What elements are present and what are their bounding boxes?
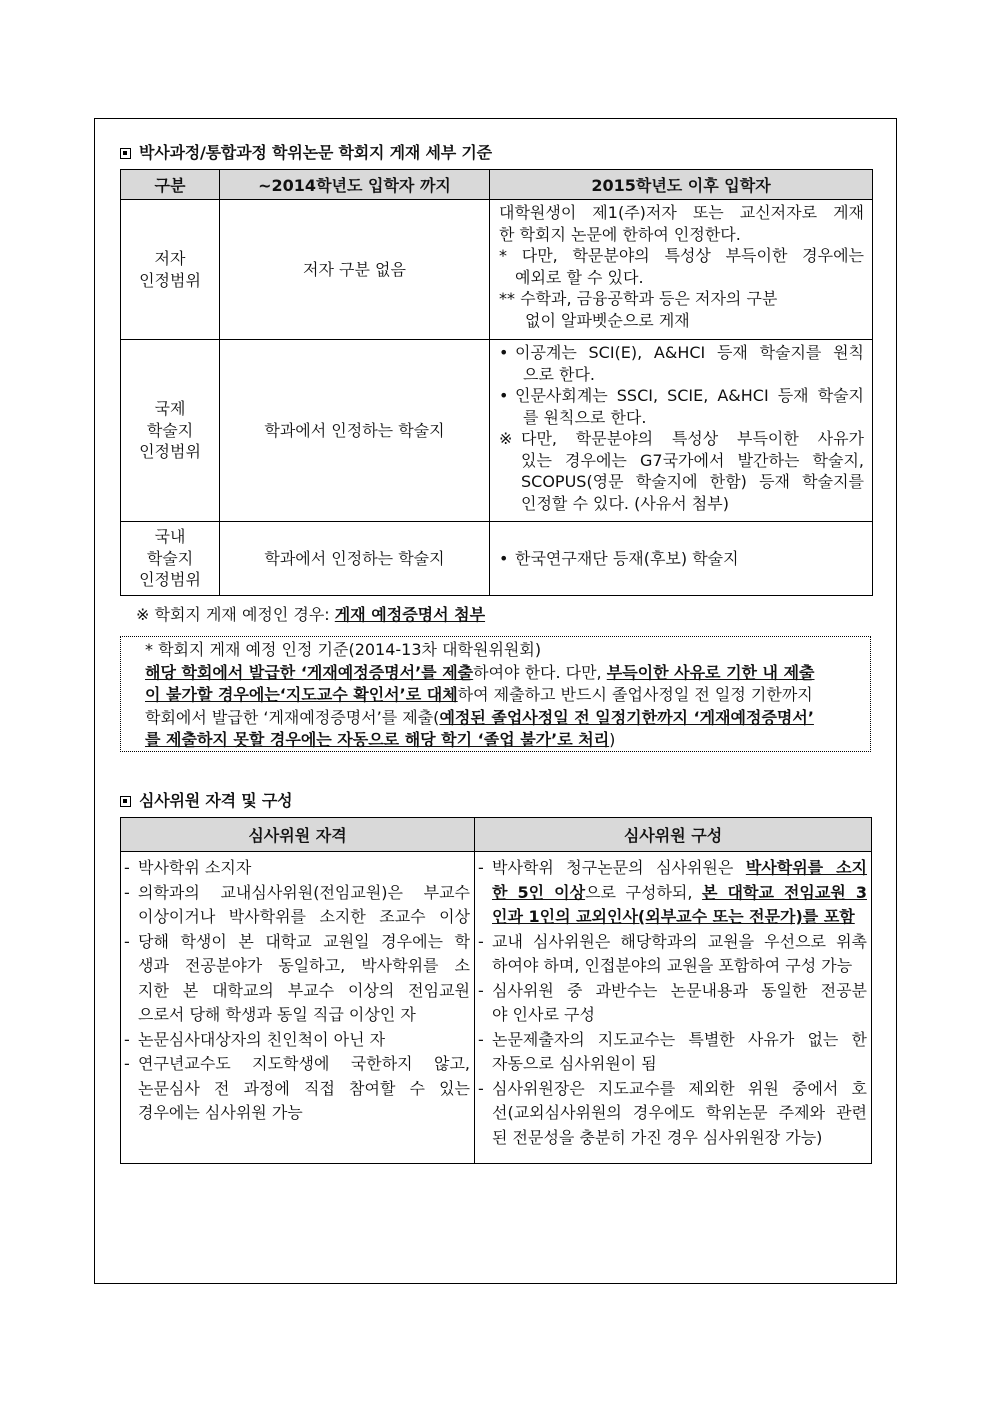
- square-bullet-icon: [120, 796, 131, 807]
- qualification-item: - 당해 학생이 본 대학교 교원일 경우에는 학 생과 전공분야가 동일하고, 박사학위를 소 지한 본 대학교의 부교수 이상의 전임교원 으로서 당해 학생과 동일 직급 이상인 자: [124, 931, 470, 1024]
- composition-item: - 심사위원 중 과반수는 논문내용과 동일한 전공분 야 인사로 구성: [478, 980, 867, 1024]
- row-domestic-before: 학과에서 인정하는 학술지: [220, 522, 490, 596]
- header-after-2015: 2015학년도 이후 입학자: [490, 170, 873, 200]
- row-domestic-category: 국내 학술지 인정범위: [121, 522, 220, 596]
- qualification-item: - 박사학위 소지자: [124, 858, 252, 877]
- header-before-2014: ~2014학년도 입학자 까지: [220, 170, 490, 200]
- row-author-before: 저자 구분 없음: [220, 200, 490, 340]
- journal-criteria-table: [120, 169, 873, 596]
- composition-item: - 박사학위 청구논문의 심사위원은 박사학위를 소지 한 5인 이상으로 구성하되, 본 대학교 전임교원 3 인과 1인의 교외인사(외부교수 또는 전문가)를 포함: [478, 858, 867, 926]
- row-author-category: 저자 인정범위: [121, 200, 220, 340]
- row-intl-before: 학과에서 인정하는 학술지: [220, 340, 490, 522]
- composition-item: - 논문제출자의 지도교수는 특별한 사유가 없는 한 자동으로 심사위원이 됨: [478, 1029, 867, 1073]
- pending-criteria-box: * 학회지 게재 예정 인정 기준(2014-13차 대학원위원회) 해당 학회에서 발급한 ‘게재예정증명서’를 제출하여야 한다. 다만, 부득이한 사유로 기한 내 제출 이 불가할 경우에는‘지도교수 확인서’로 대체하여 제출하고 반드시 졸업사정일 전 일정 기한까지 학회에서 발급한 ‘게재예정증명서’를 제출(예정된 졸업사정일 전 일정기한까지 ‘게재예정증명서’ 를 제출하지 못할 경우에는 자동으로 해당 학기 ‘졸업 불가’로 처리): [120, 636, 871, 752]
- row-intl-category: 국제 학술지 인정범위: [121, 340, 220, 522]
- header-composition: 심사위원 구성: [475, 818, 872, 852]
- row-domestic-after: • 한국연구재단 등재(후보) 학술지: [490, 522, 873, 596]
- intl-item-2: • 인문사회계는 SSCI, SCIE, A&HCI 등재 학술지 를 원칙으로 한다.: [499, 386, 864, 427]
- row-intl-after: [490, 340, 873, 522]
- composition-list: [475, 852, 872, 1164]
- header-qualification: 심사위원 자격: [121, 818, 475, 852]
- qualification-item: - 의학과의 교내심사위원(전임교원)은 부교수 이상이거나 박사학위를 소지한 조교수 이상: [124, 882, 470, 926]
- committee-table: [120, 817, 872, 1164]
- qualification-item: - 연구년교수도 지도학생에 국한하지 않고, 논문심사 전 과정에 직접 참여할 수 있는 경우에는 심사위원 가능: [124, 1054, 470, 1122]
- row-author-after: 대학원생이 제1(주)저자 또는 교신저자로 게재 한 학회지 논문에 한하여 인정한다. * 다만, 학문분야의 특성상 부득이한 경우에는 예외로 할 수 있다. ** 수학과, 금융공학과 등은 저자의 구분 없이 알파벳순으로 게재: [490, 200, 873, 340]
- qualification-list: [121, 852, 475, 1164]
- composition-item: - 심사위원장은 지도교수를 제외한 위원 중에서 호 선(교외심사위원의 경우에도 학위논문 주제와 관련 된 전문성을 충분히 가진 경우 심사위원장 가능): [478, 1078, 867, 1147]
- square-bullet-icon: [120, 148, 131, 159]
- pending-publication-note: ※ 학회지 게재 예정인 경우: 게재 예정증명서 첨부: [136, 605, 486, 624]
- section2-title: 심사위원 자격 및 구성: [120, 788, 292, 811]
- intl-item-3: ※ 다만, 학문분야의 특성상 부득이한 사유가 있는 경우에는 G7국가에서 발간하는 학술지, SCOPUS(영문 학술지에 한함) 등재 학술지를 인정할 수 있다. (사유서 첨부): [499, 429, 864, 513]
- composition-item: - 교내 심사위원은 해당학과의 교원을 우선으로 위촉 하여야 하며, 인접분야의 교원을 포함하여 구성 가능: [478, 931, 867, 975]
- qualification-item: - 논문심사대상자의 친인척이 아닌 자: [124, 1029, 386, 1049]
- intl-item-1: • 이공계는 SCI(E), A&HCI 등재 학술지를 원칙 으로 한다.: [499, 343, 864, 384]
- section1-title: 박사과정/통합과정 학위논문 학회지 게재 세부 기준: [120, 140, 492, 163]
- header-category: 구분: [121, 170, 220, 200]
